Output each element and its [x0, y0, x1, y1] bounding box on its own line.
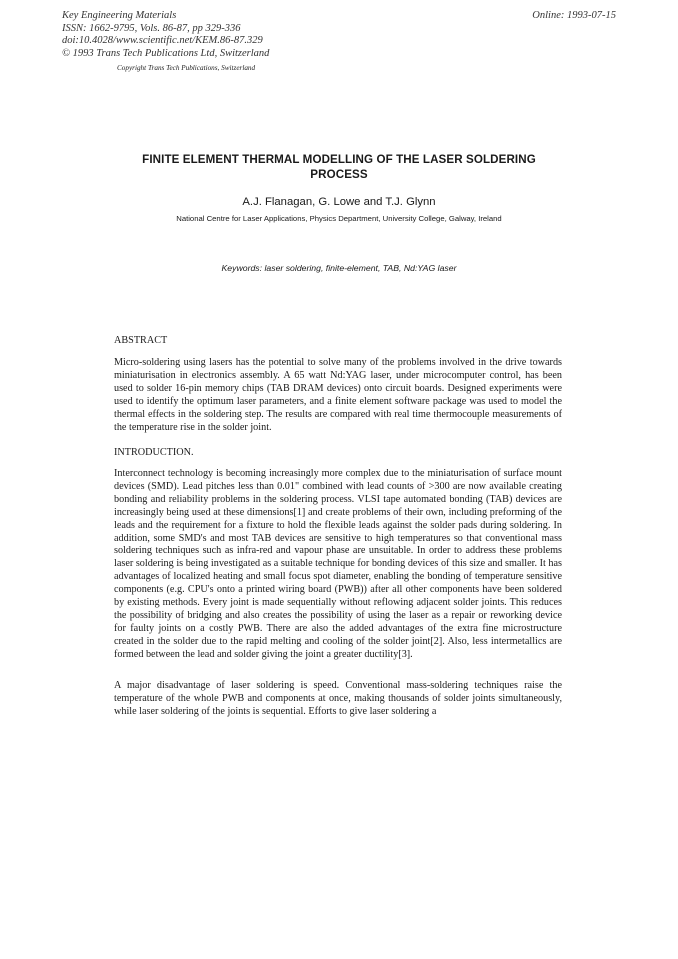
journal-name: Key Engineering Materials — [62, 10, 177, 21]
abstract-heading: ABSTRACT — [114, 335, 168, 346]
introduction-paragraph-1: Interconnect technology is becoming increasingly more complex due to the miniaturisation of surface mount devices (SMD). Lead pitches less than 0.01" combined with lead counts of >300 are now available creating bonding and reliability problems in the soldering process. VLSI tape automated bonding (TAB) devices are increasingly being used at these dimensions[1] and create problems of their own, including preforming of the leads and the requirement for a fixture to hold the flexible leads against the solder pads during soldering. In addition, some SMD's and most TAB devices are sensitive to high temperatures so that conventional mass soldering techniques such as infra-red and vapour phase are unsuitable. In order to address these problems laser soldering is being investigated as a suitable technique for bonding devices of this size and smaller. It has advantages of localized heating and small focus spot diameter, enabling the bonding of temperature sensitive components (e.g. CPU's onto a printed wiring board (PWB)) after all other components have been soldered by existing methods. Every joint is made sequentially without reflowing adjacent solder joints. This reduces the possibility of bridging and also creates the possibility of using the laser as a repair or reworking device for faulty joints on a costly PWB. There are also the added advantages of the extra fine microstructure created in the solder due to the rapid melting and cooling of the solder joint[2]. Also, less intermetallics are formed between the lead and solder giving the joint a greater ductility[3]. — [114, 468, 562, 660]
keywords: Keywords: laser soldering, finite-element, TAB, Nd:YAG laser — [221, 263, 457, 273]
online-date: Online: 1993-07-15 — [532, 10, 616, 21]
doi-line[interactable]: doi:10.4028/www.scientific.net/KEM.86-87.329 — [62, 35, 263, 47]
title-line-2: PROCESS — [310, 167, 368, 181]
affiliation: National Centre for Laser Applications, Physics Department, University College, Galway, Ireland — [176, 214, 502, 223]
author-list: A.J. Flanagan, G. Lowe and T.J. Glynn — [242, 196, 436, 208]
copyright-stamp: Copyright Trans Tech Publications, Switzerland — [117, 64, 256, 72]
title-line-1: FINITE ELEMENT THERMAL MODELLING OF THE LASER SOLDERING — [142, 153, 536, 166]
introduction-paragraph-2: A major disadvantage of laser soldering is speed. Conventional mass-soldering techniques raise the temperature of the whole PWB and components at once, making thousands of solder joints simultaneously, while laser soldering of the joints is sequential. Efforts to give laser soldering a — [114, 680, 562, 717]
abstract-paragraph: Micro-soldering using lasers has the potential to solve many of the problems involved in the drive towards miniaturisation in electronics assembly. A 65 watt Nd:YAG laser, under microcomputer control, has been used to solder 16-pin memory chips (TAB DRAM devices) onto circuit boards. Designed experiments were used to identify the optimum laser parameters, and a finite element software package was used to model the thermal effects in the soldering step. The results are compared with real time thermocouple measurements of the temperature rise in the solder joint. — [114, 357, 562, 433]
journal-metadata — [62, 10, 269, 60]
issn-line: ISSN: 1662-9795, Vols. 86-87, pp 329-336 — [62, 22, 241, 34]
introduction-heading: INTRODUCTION. — [114, 447, 194, 458]
copyright-line: © 1993 Trans Tech Publications Ltd, Switzerland — [62, 47, 270, 59]
paper-title — [110, 153, 568, 182]
